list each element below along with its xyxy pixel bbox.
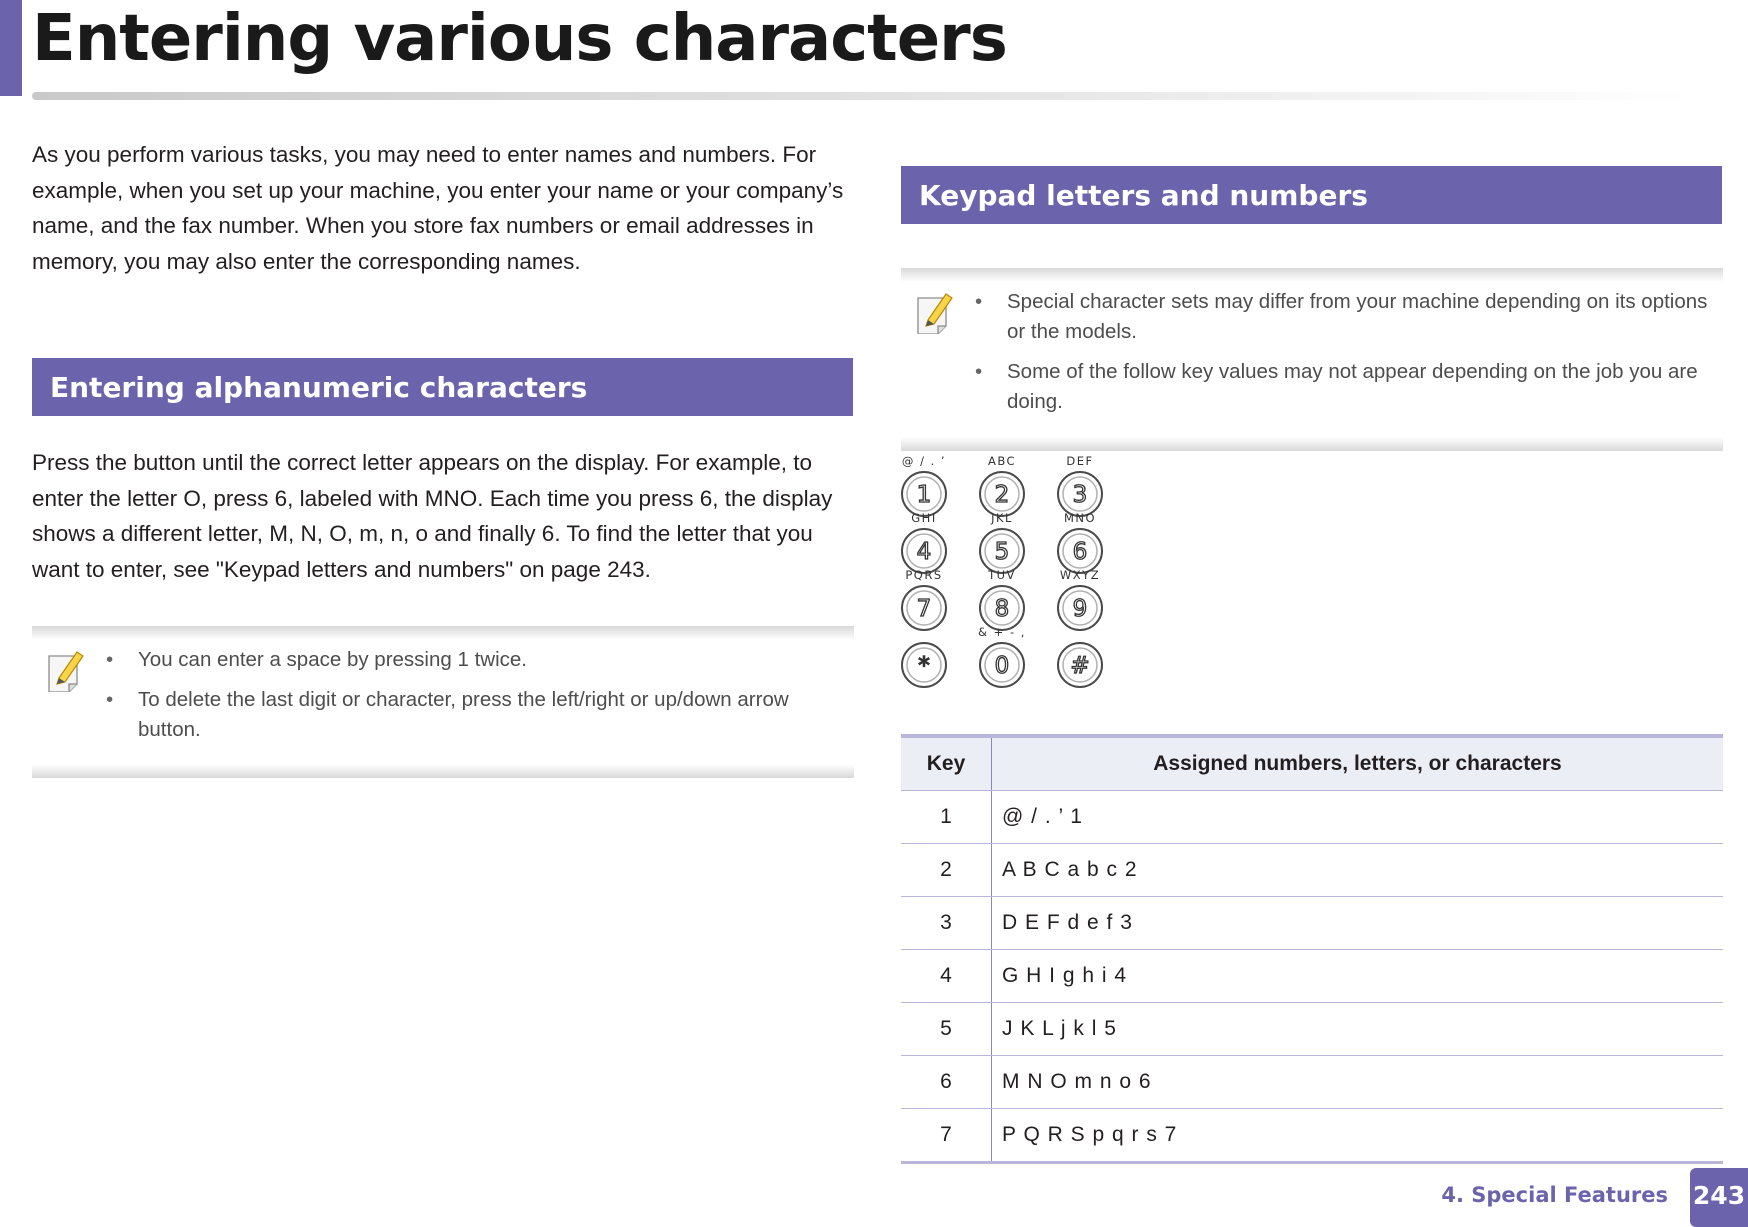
note-item: • To delete the last digit or character, press the left/right or up/down arrow button. — [104, 685, 854, 745]
keypad-letters-9: WXYZ — [1059, 568, 1101, 582]
cell-key: 1 — [901, 791, 992, 844]
note-top-rule — [32, 626, 854, 640]
table-row — [901, 1109, 1723, 1163]
left-note-list — [104, 645, 854, 755]
keypad-letters-0: & + - , — [978, 625, 1026, 639]
svg-text:4: 4 — [916, 539, 932, 565]
svg-text:9: 9 — [1072, 596, 1088, 622]
table-row — [901, 1003, 1723, 1056]
column-header-assigned: Assigned numbers, letters, or characters — [992, 736, 1724, 791]
alphanumeric-paragraph: Press the button until the correct letter appears on the display. For example, to enter the letter O, press 6, labeled with MNO. Each time you press 6, the display shows a different letter, M, N, O, m, n, o and finally 6. To find the letter that you want to enter, see "Keypad letters and numbers" on page 243. — [32, 450, 833, 582]
svg-text:2: 2 — [994, 482, 1010, 508]
svg-text:5: 5 — [994, 539, 1010, 565]
keypad-letters-2: ABC — [987, 454, 1017, 468]
keypad-key-star — [900, 641, 948, 689]
note-item: • Some of the follow key values may not appear depending on the job you are doing. — [973, 357, 1723, 417]
note-top-rule — [901, 268, 1723, 282]
keypad-key-0 — [978, 641, 1026, 689]
note-item: • You can enter a space by pressing 1 twice. — [104, 645, 854, 675]
table-row — [901, 897, 1723, 950]
table-row — [901, 844, 1723, 897]
keypad-letters-5: JKL — [991, 511, 1013, 525]
cell-assigned-characters: D E F d e f 3 — [992, 897, 1724, 950]
title-accent-bar — [0, 0, 22, 96]
column-header-key: Key — [901, 736, 992, 791]
cell-key: 3 — [901, 897, 992, 950]
keypad-letters-8: TUV — [988, 568, 1016, 582]
section-heading-keypad — [901, 166, 1722, 224]
cell-assigned-characters: @ / . ’ 1 — [992, 791, 1724, 844]
cell-assigned-characters: A B C a b c 2 — [992, 844, 1724, 897]
keypad-letters-6: MNO — [1063, 511, 1097, 525]
keypad-key-9 — [1056, 584, 1104, 632]
keypad-key-hash — [1056, 641, 1104, 689]
svg-text:7: 7 — [916, 596, 932, 622]
cell-key: 6 — [901, 1056, 992, 1109]
note-bottom-rule — [901, 437, 1723, 451]
title-divider — [32, 92, 1692, 100]
intro-paragraph: As you perform various tasks, you may need to enter names and numbers. For example, when you set up your machine, you enter your name or your company’s name, and the fax number. When you store fax numbers or email addresses in memory, you may also enter the corresponding names. — [32, 142, 844, 274]
keypad-letters-3: DEF — [1066, 454, 1094, 468]
page-title: Entering various characters — [32, 2, 1007, 76]
footer-section-label: 4. Special Features — [1441, 1183, 1668, 1207]
keypad-letters-4: GHI — [911, 511, 937, 525]
cell-assigned-characters: M N O m n o 6 — [992, 1056, 1724, 1109]
svg-text:6: 6 — [1072, 539, 1088, 565]
right-note-list — [973, 287, 1723, 427]
table-header-row — [901, 736, 1723, 791]
svg-text:*: * — [918, 653, 930, 679]
section-heading-label: Entering alphanumeric characters — [50, 370, 588, 404]
svg-text:3: 3 — [1072, 482, 1088, 508]
note-bottom-rule — [32, 764, 854, 778]
svg-text:0: 0 — [994, 653, 1010, 679]
cell-key: 5 — [901, 1003, 992, 1056]
page-number-badge: 243 — [1690, 1168, 1748, 1227]
cell-assigned-characters: G H I g h i 4 — [992, 950, 1724, 1003]
svg-text:1: 1 — [916, 482, 932, 508]
section-heading-label: Keypad letters and numbers — [919, 178, 1368, 212]
keypad-letters-7: PQRS — [905, 568, 943, 582]
table-row — [901, 950, 1723, 1003]
cell-key: 7 — [901, 1109, 992, 1163]
table-row — [901, 791, 1723, 844]
keypad-key-7 — [900, 584, 948, 632]
svg-text:#: # — [1070, 653, 1090, 679]
cell-assigned-characters: P Q R S p q r s 7 — [992, 1109, 1724, 1163]
keypad-table — [901, 734, 1723, 1164]
cell-key: 2 — [901, 844, 992, 897]
keypad-letters-1: @ / . ’ — [901, 454, 947, 468]
cell-assigned-characters: J K L j k l 5 — [992, 1003, 1724, 1056]
svg-text:8: 8 — [994, 596, 1010, 622]
cell-key: 4 — [901, 950, 992, 1003]
pencil-note-icon — [47, 648, 87, 692]
note-item: • Special character sets may differ from your machine depending on its options or the models. — [973, 287, 1723, 347]
table-row — [901, 1056, 1723, 1109]
section-heading-alphanumeric — [32, 358, 853, 416]
pencil-note-icon — [916, 290, 956, 334]
